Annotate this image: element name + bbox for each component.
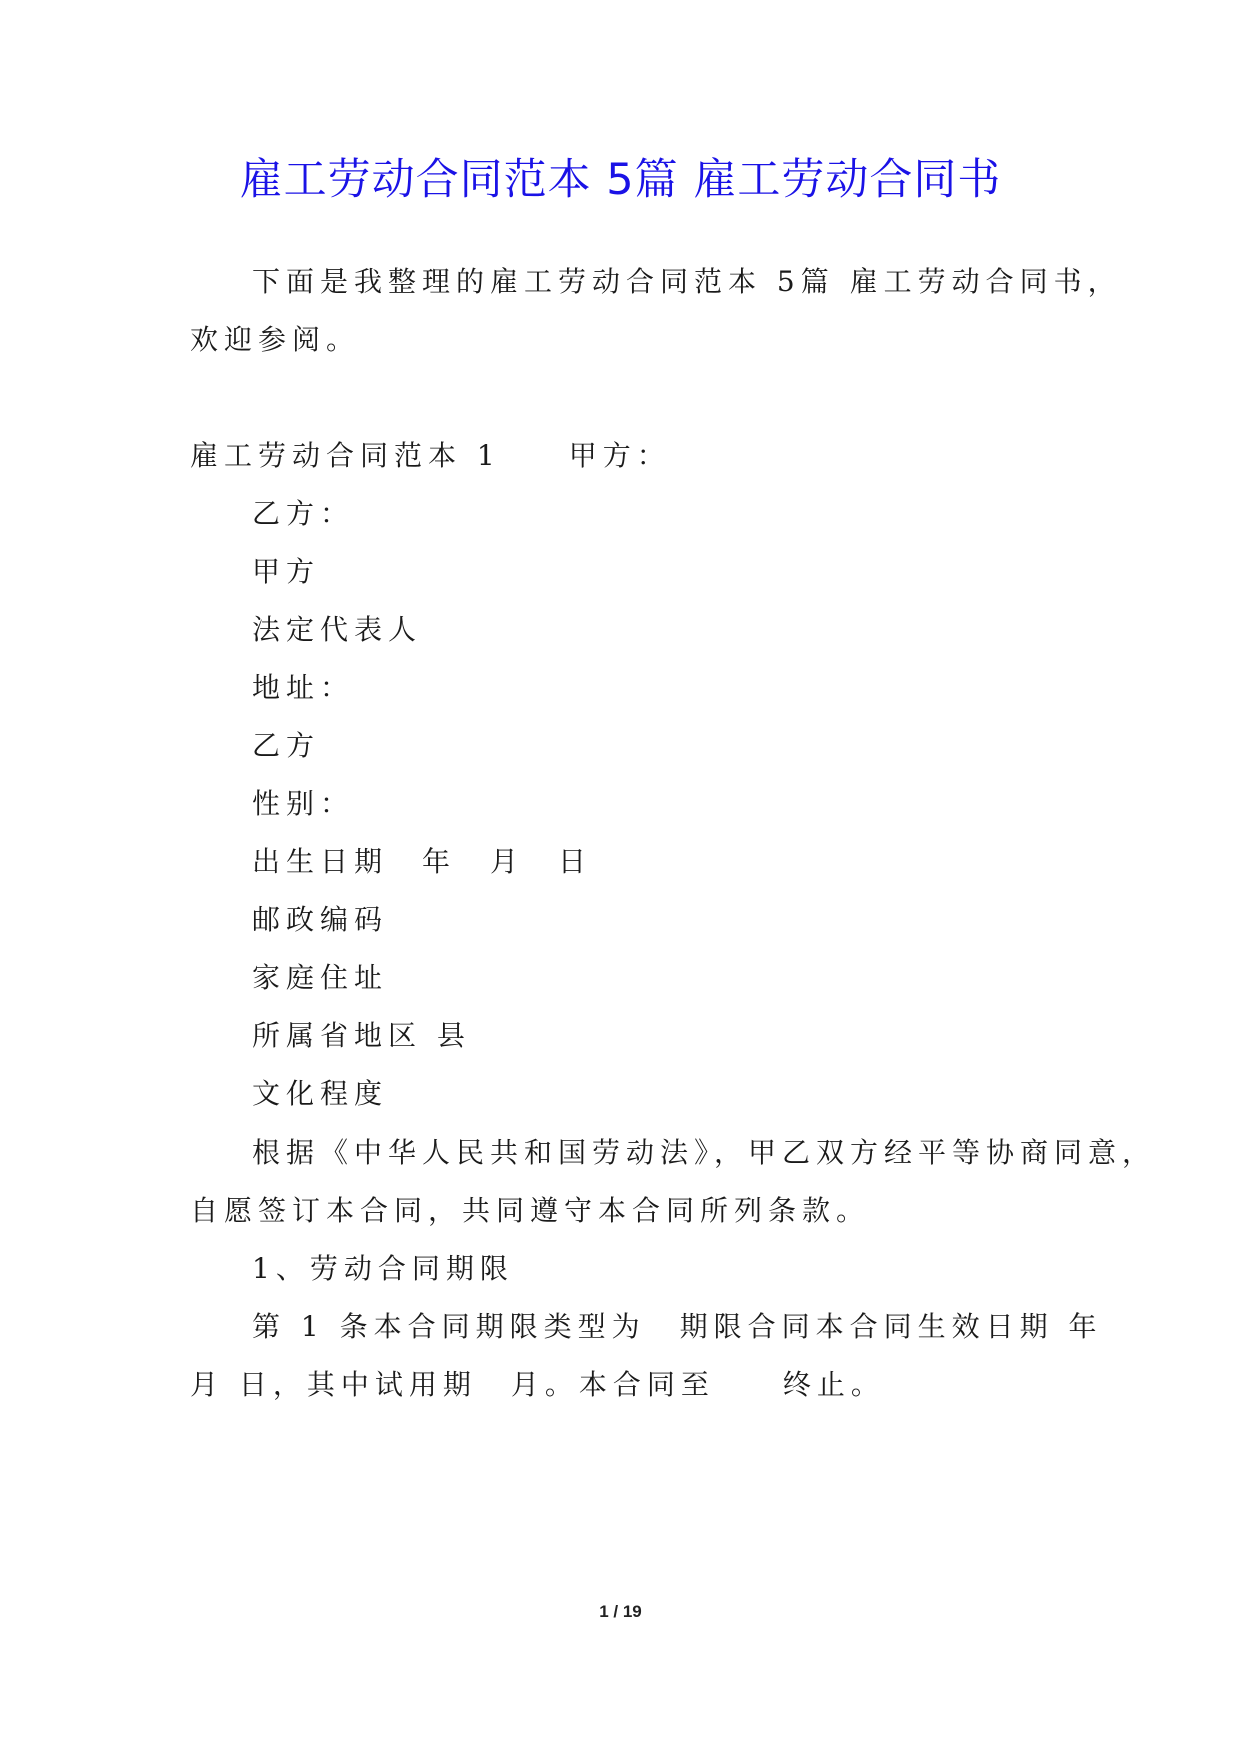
intro-line-2: 欢迎参阅。 xyxy=(190,323,361,356)
clause-heading: 1、劳动合同期限 xyxy=(252,1252,514,1285)
field-line: 乙方： xyxy=(252,497,355,530)
field-line: 法定代表人 xyxy=(252,613,423,646)
document-title: 雇工劳动合同范本 5篇 雇工劳动合同书 xyxy=(239,155,1002,205)
field-line: 邮政编码 xyxy=(252,903,389,936)
page-number: 1 / 19 xyxy=(599,1602,642,1621)
clause-line-2: 月 日，其中试用期 月。本合同至 终止。 xyxy=(190,1368,885,1401)
field-line: 乙方 xyxy=(252,729,321,762)
basis-paragraph-line-1: 根据《中华人民共和国劳动法》，甲乙双方经平等协商同意， xyxy=(252,1136,1157,1169)
basis-paragraph-line-2: 自愿签订本合同，共同遵守本合同所列条款。 xyxy=(190,1194,871,1227)
intro-line-1: 下面是我整理的雇工劳动合同范本 5篇 雇工劳动合同书， xyxy=(252,265,1122,298)
field-line: 文化程度 xyxy=(252,1077,389,1110)
field-line: 家庭住址 xyxy=(252,961,389,994)
field-line: 出生日期 年 月 日 xyxy=(252,845,593,878)
clause-line-1: 第 1 条本合同期限类型为 期限合同本合同生效日期 年 xyxy=(252,1310,1103,1343)
field-line: 甲方 xyxy=(252,555,321,588)
field-line: 所属省地区 县 xyxy=(252,1019,471,1052)
section-heading: 雇工劳动合同范本 1 甲方： xyxy=(190,439,671,472)
field-line: 性别： xyxy=(252,787,355,820)
field-line: 地址： xyxy=(252,671,355,704)
